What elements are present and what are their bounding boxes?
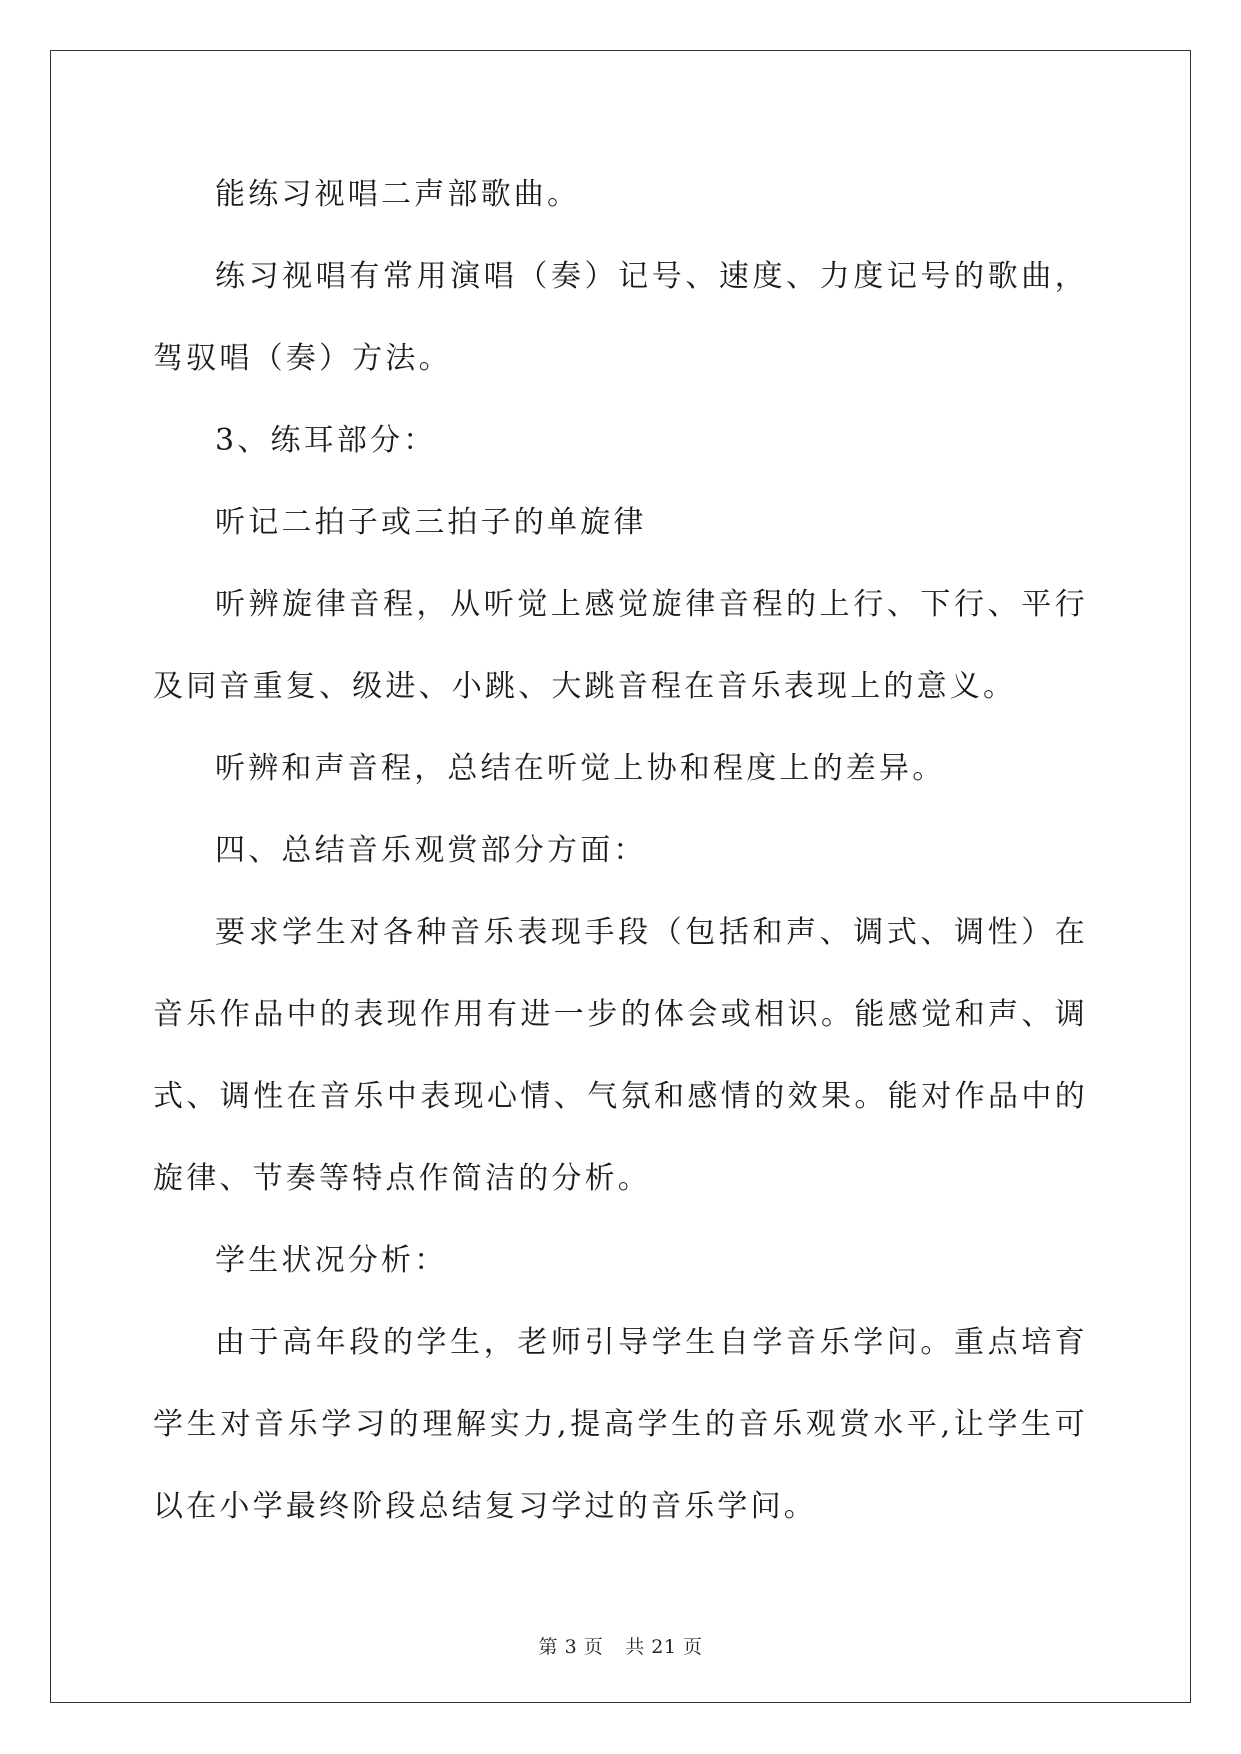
paragraph: 要求学生对各种音乐表现手段（包括和声、调式、调性）在音乐作品中的表现作用有进一步的体会或相识。能感觉和声、调式、调性在音乐中表现心情、气氛和感情的效果。能对作品中的旋律、节奏等特点作简洁的分析。: [153, 915, 1088, 1196]
page-number: 第 3 页: [538, 1636, 604, 1658]
paragraph: 能练习视唱二声部歌曲。: [215, 177, 581, 212]
page-total: 共 21 页: [625, 1636, 703, 1658]
paragraph: 由于高年段的学生，老师引导学生自学音乐学问。重点培育学生对音乐学习的理解实力,提高学生的音乐观赏水平,让学生可以在小学最终阶段总结复习学过的音乐学问。: [153, 1325, 1088, 1524]
section-heading: 四、总结音乐观赏部分方面：: [215, 833, 647, 868]
paragraph: 听记二拍子或三拍子的单旋律: [215, 505, 647, 540]
paragraph: 听辨和声音程，总结在听觉上协和程度上的差异。: [215, 751, 946, 786]
paragraph: 听辨旋律音程，从听觉上感觉旋律音程的上行、下行、平行及同音重复、级进、小跳、大跳音程在音乐表现上的意义。: [153, 587, 1088, 704]
document-body: [153, 154, 1088, 1548]
section-heading: 学生状况分析：: [215, 1243, 448, 1278]
section-heading: 3、练耳部分：: [215, 423, 437, 458]
page-footer: [0, 1632, 1241, 1659]
paragraph: 练习视唱有常用演唱（奏）记号、速度、力度记号的歌曲，驾驭唱（奏）方法。: [153, 259, 1088, 376]
